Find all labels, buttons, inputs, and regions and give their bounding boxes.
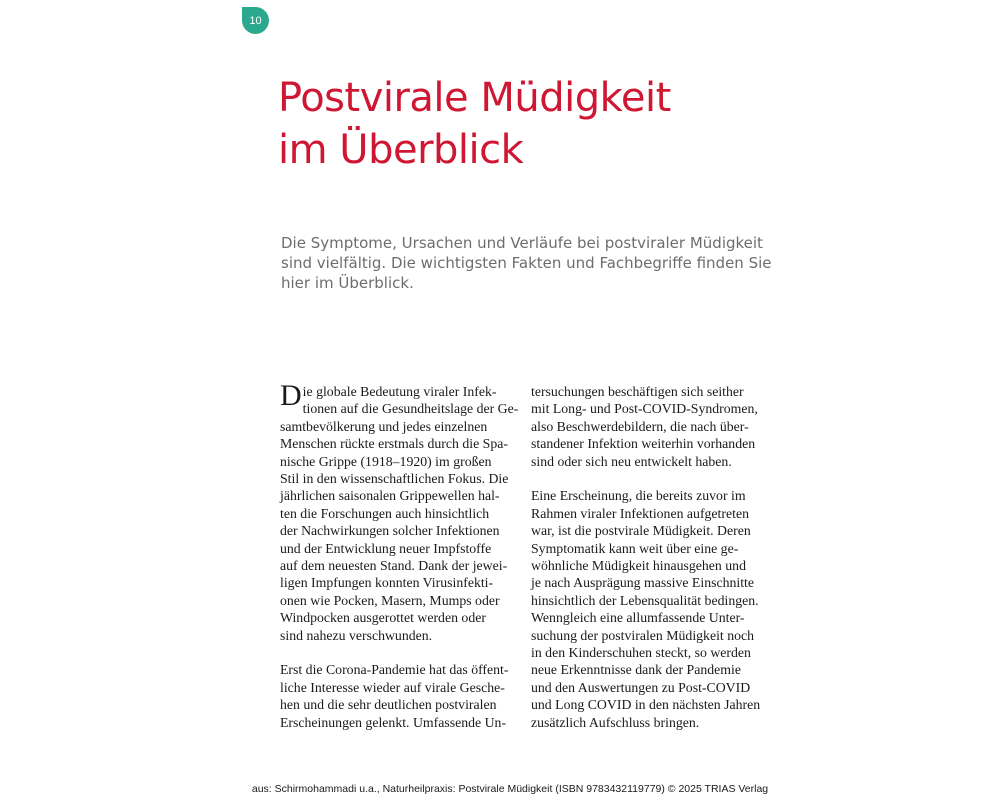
text-line: nische Grippe (1918–1920) im großen: [280, 453, 492, 469]
text-line: standener Infektion weiterhin vorhanden: [531, 436, 756, 452]
body-column-right: [531, 383, 766, 731]
text-line: und der Entwicklung neuer Impfstoffe: [280, 540, 492, 556]
text-line: wöhnliche Müdigkeit hinausgehen und: [531, 558, 746, 574]
text-line: war, ist die postvirale Müdigkeit. Deren: [531, 523, 751, 539]
paragraph: [531, 383, 766, 470]
body-column-left: [280, 379, 519, 731]
text-line: Erscheinungen gelenkt. Umfassende Un-: [280, 714, 507, 730]
text-line: ten die Forschungen auch hinsichtlich: [280, 505, 490, 521]
paragraph-gap: [531, 470, 766, 487]
intro-line: sind vielfältig. Die wichtigsten Fakten und Fachbegriffe finden Sie: [281, 254, 772, 272]
title-line: Postvirale Müdigkeit: [278, 75, 671, 121]
text-line: liche Interesse wieder auf virale Gesche-: [280, 679, 505, 695]
text-line: samtbevölkerung und jedes einzelnen: [280, 418, 488, 434]
intro-line: hier im Überblick.: [281, 274, 414, 292]
text-line: neue Erkenntnisse dank der Pandemie: [531, 662, 741, 678]
source-citation: aus: Schirmohammadi u.a., Naturheilpraxis: Postvirale Müdigkeit (ISBN 9783432119779) © 2025 TRIAS Verlag: [251, 783, 769, 795]
page-title: [278, 72, 671, 176]
paragraph: [531, 487, 766, 731]
text-line: onen wie Pocken, Masern, Mumps oder: [280, 592, 500, 608]
paragraph: [280, 661, 515, 731]
text-line: Erst die Corona-Pandemie hat das öffent-: [280, 662, 509, 678]
text-line: Wenngleich eine allumfassende Unter-: [531, 610, 745, 626]
text-line: ie globale Bedeutung viraler Infek-: [302, 384, 497, 399]
intro-text: [281, 233, 772, 293]
text-line: auf dem neuesten Stand. Dank der jewei-: [280, 558, 508, 574]
text-line: jährlichen saisonalen Grippewellen hal-: [280, 488, 500, 504]
text-line: je nach Ausprägung massive Einschnitte: [531, 575, 755, 591]
text-line: und Long COVID in den nächsten Jahren: [531, 697, 761, 713]
text-line: der Nachwirkungen solcher Infektionen: [280, 523, 500, 539]
text-line: hinsichtlich der Lebensqualität bedingen.: [531, 592, 759, 608]
text-line: Eine Erscheinung, die bereits zuvor im: [531, 488, 746, 504]
text-line: Menschen rückte erstmals durch die Spa-: [280, 436, 508, 452]
text-line: Symptomatik kann weit über eine ge-: [531, 540, 739, 556]
text-line: mit Long- und Post-COVID-Syndromen,: [531, 401, 758, 417]
text-line: sind nahezu verschwunden.: [280, 627, 433, 643]
paragraph: [280, 379, 519, 644]
page-number-badge: 10: [242, 7, 269, 34]
text-line: ligen Impfungen konnten Virusinfekti-: [280, 575, 494, 591]
text-line: tionen auf die Gesundheitslage der Ge-: [302, 401, 519, 417]
text-line: und den Auswertungen zu Post-COVID: [531, 679, 751, 695]
intro-line: Die Symptome, Ursachen und Verläufe bei postviraler Müdigkeit: [281, 234, 763, 252]
text-line: Windpocken ausgerottet werden oder: [280, 610, 486, 626]
text-line: hen und die sehr deutlichen postviralen: [280, 697, 497, 713]
text-line: tersuchungen beschäftigen sich seither: [531, 384, 744, 399]
drop-cap: D: [280, 379, 302, 412]
text-line: in den Kinderschuhen steckt, so werden: [531, 645, 751, 661]
paragraph-gap: [280, 644, 515, 661]
text-line: suchung der postviralen Müdigkeit noch: [531, 627, 755, 643]
text-line: Stil in den wissenschaftlichen Fokus. Die: [280, 471, 509, 487]
text-line: Rahmen viraler Infektionen aufgetreten: [531, 505, 749, 521]
text-line: sind oder sich neu entwickelt haben.: [531, 453, 732, 469]
text-line: zusätzlich Aufschluss bringen.: [531, 714, 700, 730]
text-line: also Beschwerdebildern, die nach über-: [531, 418, 749, 434]
title-line: im Überblick: [278, 127, 524, 173]
